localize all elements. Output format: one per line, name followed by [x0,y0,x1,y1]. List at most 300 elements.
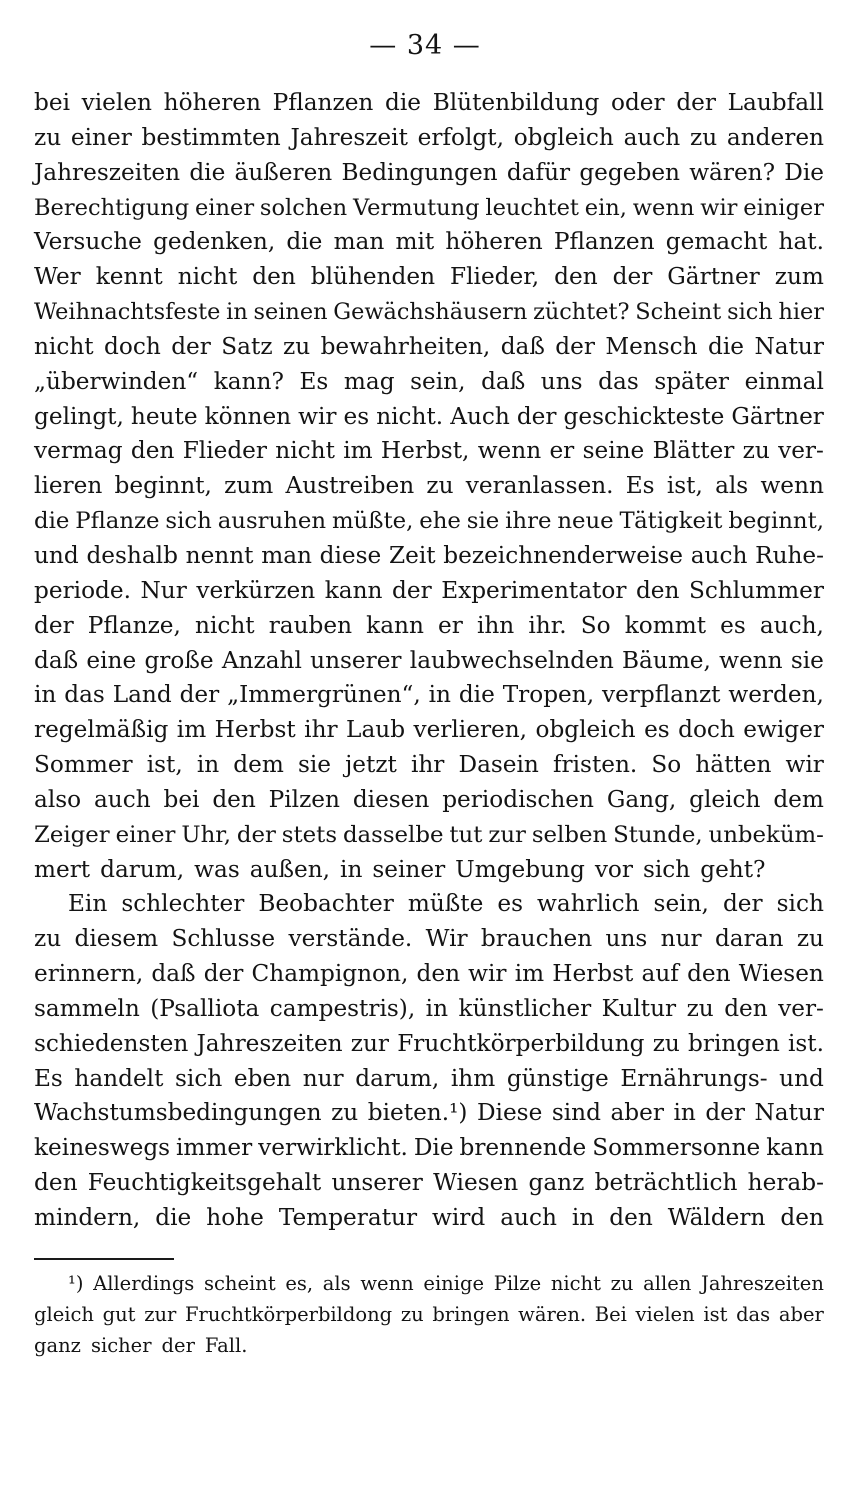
word: zu [610,1272,634,1295]
word: fristen. [552,751,638,779]
word: auch, [759,611,824,639]
text-line [34,1166,824,1201]
word: schiedensten [34,1029,189,1057]
text-line [34,609,824,644]
word: wir [298,402,337,430]
word: bestimmten [141,123,281,151]
word: günstige [506,1064,609,1092]
word: bringen [688,1029,780,1057]
word: Auch [450,402,510,430]
text-line [34,121,824,156]
word: aber [778,1303,824,1326]
word: Die [784,158,824,186]
word: sich [642,855,691,883]
word: der [555,332,595,360]
word: „Immergrünen“, [227,681,421,709]
word: gegeben [579,158,680,186]
word: diese [319,541,382,569]
word: doch [678,716,735,744]
word: wir [468,960,507,988]
word: Bedingungen [341,158,498,186]
word: brennende [459,1134,587,1162]
word: der [612,263,653,291]
word: wird [432,1204,486,1231]
word: die [458,681,495,709]
word: Die [413,1134,454,1162]
footnote-line [34,1268,824,1299]
word: höheren [445,228,543,256]
word: sich [776,890,824,918]
word: allen [643,1272,692,1295]
text-line [34,1201,824,1236]
word: den [252,263,296,291]
word: lieren [34,472,103,500]
text-line [34,156,824,191]
word: So [580,611,611,639]
word: der [676,89,716,116]
word: Wir [425,925,468,953]
word: die [155,1204,192,1231]
word: schlechter [121,890,245,918]
word: scheint [204,1272,276,1295]
word: außen, [249,855,331,883]
word: Zeit [389,541,436,569]
word: als [715,472,749,500]
word: immer [176,1134,253,1162]
word: Pilzen [268,785,340,813]
word: höheren [163,89,261,116]
word: kennt [95,263,163,291]
word: hohe [206,1204,264,1231]
text-line [34,86,824,121]
word: gleich [689,785,761,813]
word: später [654,367,730,395]
word: Laub [346,716,406,744]
word: unserer [310,646,402,674]
text-line [34,1062,824,1097]
word: Es [625,472,655,500]
word: bei [34,89,70,116]
footnote-line [34,1330,824,1361]
text-line [34,434,824,469]
word: ihr [410,751,445,779]
word: handelt [74,1064,164,1092]
word: Umgebung [455,855,585,883]
word: laubwechselnden [409,646,614,674]
word: dem [233,751,284,779]
word: geschickteste [563,402,725,430]
word: hätten [695,751,772,779]
text-line [34,260,824,295]
word: können [204,402,292,430]
word: sicher [90,1334,152,1357]
word: hat. [778,228,824,256]
word: das [598,367,639,395]
word: zu [282,332,311,360]
word: große [144,646,214,674]
word: einige [423,1272,485,1295]
word: Herbst [552,960,634,988]
word: Jahreszeit [290,123,408,151]
word: sein, [410,367,466,395]
word: bei [163,785,200,813]
word: der [161,1334,195,1357]
word: Pflanzen [272,89,374,116]
word: werden, [728,681,824,709]
word: auch [93,785,151,813]
word: rauben [268,611,353,639]
word: ewiger [743,716,824,744]
word: kann [324,576,383,604]
word: in [340,855,363,883]
word: der [179,681,220,709]
word: künstlicher [458,994,592,1022]
word: Herbst, [380,437,470,465]
word: Herbst [214,716,296,744]
word: wenn [477,437,542,465]
word: gleich [34,1303,94,1326]
word: obgleich [513,123,614,151]
word: obgleich [535,716,636,744]
word: daran [714,925,784,953]
word: brauchen [480,925,593,953]
word: er [549,437,575,465]
word: Ernährungs- [620,1064,768,1092]
word: geht? [700,855,766,883]
word: gelingt, [34,402,124,430]
word: Experimentator [441,576,627,604]
word: verpflanzt [601,681,721,709]
word: im [176,716,207,744]
word: vielen [81,89,152,116]
word: ihr [304,716,338,744]
word: wir [700,194,738,221]
word: daß [481,367,526,395]
word: Wäldern [667,1204,766,1231]
word: nicht [550,1272,601,1295]
word: sich [165,508,212,535]
word: Sommersonne [592,1134,761,1162]
word: Berechtigung [34,194,190,221]
word: sie [790,646,824,674]
word: ist, [146,751,183,779]
word: sein, [653,890,709,918]
word: Pflanzen [553,228,655,256]
word: es, [285,1272,314,1295]
word: Pflanze, [87,611,181,639]
word: bieten.¹) [367,1099,468,1127]
text-line [34,748,824,783]
word: ehe [419,508,461,535]
word: zum [224,472,274,500]
word: nur [660,925,702,953]
word: Tropen, [502,681,595,709]
word: ganz [34,1334,81,1357]
word: also [34,785,82,813]
word: es [497,890,523,918]
word: dem [773,785,824,813]
word: in [673,1099,696,1127]
word: bringen [432,1303,510,1326]
word: ist [703,1303,728,1326]
word: Gärtner [731,402,824,430]
word: den [130,437,175,465]
word: doch [104,332,161,360]
word: äußeren [234,158,333,186]
word: den [609,1204,653,1231]
word: zu [34,123,62,151]
word: einer [70,123,132,151]
word: gut [102,1303,136,1326]
text-line [34,887,824,922]
word: Tätigkeit [619,508,723,535]
word: daß [34,646,79,674]
word: Ein [68,890,108,918]
word: in [196,751,220,779]
word: das [64,681,105,709]
word: Scheint [635,299,722,326]
word: kann? [213,367,284,395]
word: der [236,821,276,848]
word: unbeküm- [708,821,824,848]
word: Wiesen [433,1169,519,1197]
word: daß [151,960,196,988]
word: dasselbe [342,821,444,848]
word: zur [144,1303,177,1326]
word: Flieder [182,437,267,465]
word: Weihnachtsfeste [34,299,221,326]
word: zur [350,1029,390,1057]
word: Flieder, [450,263,540,291]
text-line [34,818,824,853]
word: Gewächshäusern [333,299,528,326]
word: Wer [34,263,81,291]
word: Bei [594,1303,627,1326]
text-line [34,922,824,957]
word: verkürzen [196,576,316,604]
word: züchtet? [533,299,630,326]
text-line [34,539,824,574]
word: Gang, [606,785,677,813]
word: die [189,158,226,186]
text-line [34,678,824,713]
footnote-rule [34,1258,174,1260]
word: leuchtet [485,194,579,221]
word: blühenden [310,263,436,291]
word: wenn [632,194,695,221]
word: ihr. [528,611,567,639]
word: ist, [666,472,703,500]
word: Nur [140,576,187,604]
word: oder [611,89,665,116]
text-line [34,400,824,435]
word: sich [175,1064,223,1092]
text-line [34,1027,824,1062]
word: sie [297,751,331,779]
word: gedenken, [153,228,276,256]
text-line [34,783,824,818]
word: Uhr, [181,821,231,848]
word: erfolgt, [417,123,504,151]
word: mit [395,228,435,256]
word: Beobachter [258,890,394,918]
word: nennt [185,541,254,569]
word: zu [426,472,454,500]
word: Land [112,681,172,709]
word: Mensch [605,332,698,360]
word: diesem [74,925,159,953]
word: neue [557,508,614,535]
footnote-line [34,1299,824,1330]
word: seinen [253,299,328,326]
text-line [34,225,824,260]
word: man [333,228,385,256]
text-line [34,957,824,992]
word: und [779,1064,824,1092]
text-line [34,574,824,609]
word: Sommer [34,751,133,779]
word: ver- [778,437,824,465]
word: herab- [747,1169,824,1197]
word: unserer [331,1169,423,1197]
word: Schlusse [171,925,276,953]
word: man [261,541,312,569]
word: Blütenbildung [432,89,600,116]
word: den [635,576,680,604]
word: bezeichnenderweise [443,541,683,569]
word: einer [115,821,176,848]
word: nicht. [376,402,444,430]
word: erinnern, [34,960,144,988]
word: nicht [195,611,255,639]
word: verlieren, [413,716,528,744]
word: zu [690,123,718,151]
word: bewahrheiten, [320,332,491,360]
text-line [34,295,824,330]
word: heute [130,402,198,430]
word: Jahreszeiten [34,158,181,186]
word: in [571,1204,595,1231]
word: auch [623,123,681,151]
word: tut [449,821,483,848]
word: sie [466,508,500,535]
word: Dasein [458,751,539,779]
word: auf [641,960,679,988]
text-line [34,1131,824,1166]
word: campestris), [269,994,416,1022]
word: der [34,611,74,639]
word: das [736,1303,771,1326]
word: periodischen [442,785,594,813]
word: seine [582,437,645,465]
word: Jahreszeiten [701,1272,824,1295]
word: eben [233,1064,292,1092]
word: gemacht [665,228,768,256]
word: ¹) [68,1272,84,1295]
word: zu [652,1029,680,1057]
word: diesen [352,785,430,813]
word: in [34,681,57,709]
word: Fall. [204,1334,248,1357]
word: Versuche [34,228,142,256]
word: vermag [34,437,123,465]
word: Ruhe- [755,541,824,569]
body-text [34,86,824,1236]
word: solchen [259,194,348,221]
word: ist. [787,1029,824,1057]
word: zum [774,263,824,291]
word: verwirklicht. [258,1134,408,1162]
word: Gärtner [667,263,760,291]
text-line [34,330,824,365]
word: stets [281,821,338,848]
word: nicht [275,437,335,465]
word: Anzahl [221,646,302,674]
word: keineswegs [34,1134,171,1162]
word: den [780,1204,824,1231]
word: die [708,332,745,360]
word: Schlummer [688,576,824,604]
word: zu [796,925,824,953]
word: So [651,751,682,779]
word: zu [686,994,714,1022]
word: Champignon, [251,960,409,988]
word: ausruhen [217,508,327,535]
word: mert [34,855,91,883]
text-line [34,713,824,748]
word: zu [742,437,770,465]
word: wahrlich [537,890,640,918]
word: beginnt, [114,472,212,500]
word: zur [488,821,526,848]
word: Es [299,367,329,395]
word: seiner [372,855,446,883]
word: hier [778,299,824,326]
text-line [34,469,824,504]
word: einer [194,194,255,221]
word: Kultur [601,994,677,1022]
word: im [343,437,373,465]
word: in [428,681,451,709]
word: die [34,508,70,535]
word: beginnt, [728,508,824,535]
word: den [212,785,256,813]
word: Wachstumsbedingungen [34,1099,322,1127]
word: in [425,994,449,1022]
word: der [705,1099,745,1127]
word: kann [766,1134,824,1162]
text-line [34,853,824,888]
word: wenn [760,472,824,500]
word: den [34,1169,78,1197]
word: auch [690,541,748,569]
word: kommt [624,611,707,639]
word: den [687,960,731,988]
word: uns [540,367,583,395]
word: der [722,890,763,918]
word: es [343,402,370,430]
word: vielen [635,1303,695,1326]
word: (Psalliota [150,994,260,1022]
text-line [34,365,824,400]
word: wären. [518,1303,587,1326]
word: zu [400,1303,424,1326]
word: kann [366,611,424,639]
word: wenn [719,646,783,674]
word: im [514,960,545,988]
word: Fruchtkörperbildong [185,1303,393,1326]
word: Allerdings [93,1272,195,1295]
